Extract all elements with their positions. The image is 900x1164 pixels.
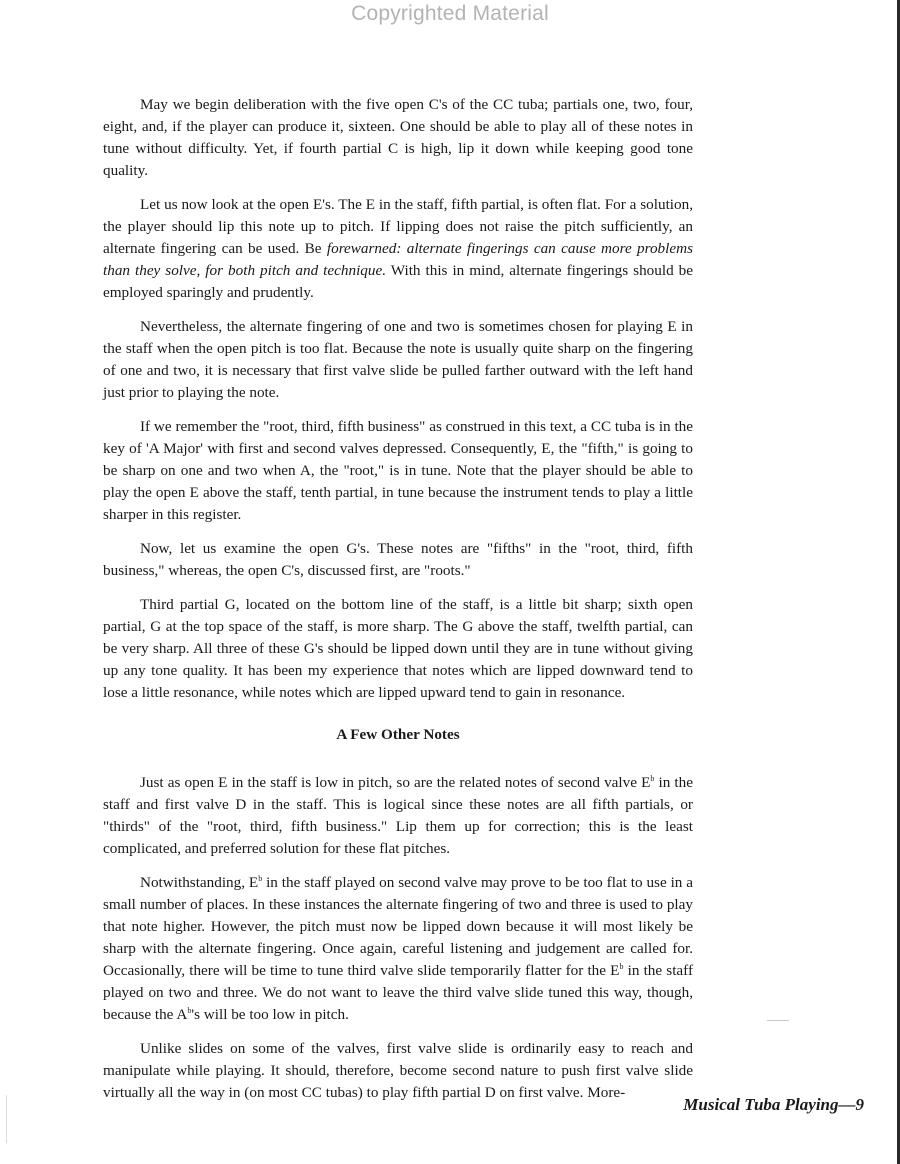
section-heading: A Few Other Notes — [336, 726, 460, 743]
paragraph-7-text-b: in the staff and first valve D in the staff. This is logical since these notes are all fifth partials, or "thirds" of the "root, third, fifth business." Lip them up for correction; this is the least complicated, and preferred solution for these flat pitches. — [103, 774, 693, 857]
paragraph-2-text-a: Let us now look at the open E's. The E in the staff, fifth partial, is often flat. For a solution, the player should lip this note up to pitch. If lipping does not raise the pitch sufficiently, an alternate fingering can be used. Be — [103, 196, 693, 257]
flat-sign: b — [619, 962, 624, 971]
paragraph-2-text-b: With this in mind, alternate fingerings should be employed sparingly and prudently. — [103, 262, 694, 301]
margin-tick — [6, 1095, 7, 1143]
margin-mark — [767, 1020, 789, 1021]
flat-sign: b — [650, 774, 655, 783]
copyright-watermark: Copyrighted Material — [351, 2, 549, 25]
paragraph-9: Unlike slides on some of the valves, first valve slide is ordinarily easy to reach and manipulate while playing. It should, therefore, become second nature to push first valve slide virtually all the way in (on most CC tubas) to play fifth partial D on first valve. More- — [103, 1040, 693, 1101]
paragraph-1: May we begin deliberation with the five open C's of the CC tuba; partials one, two, four, eight, and, if the player can produce it, sixteen. One should be able to play all of these notes in tune without difficulty. Yet, if fourth partial C is high, lip it down while keeping good tone quality. — [103, 96, 693, 179]
paragraph-6: Third partial G, located on the bottom line of the staff, is a little bit sharp; sixth open partial, G at the top space of the staff, is more sharp. The G above the staff, twelfth partial, can be very sharp. All three of these G's should be lipped down until they are in tune without giving up any tone quality. It has been my experience that notes which are lipped downward tend to lose a little resonance, while notes which are lipped upward tend to gain in resonance. — [103, 596, 693, 701]
page-body — [103, 94, 693, 1116]
paragraph-2-emphasis: forewarned: alternate fingerings can cause more problems than they solve, for both pitch and technique. — [103, 240, 693, 279]
paragraph-2 — [103, 194, 693, 304]
page-footer: Musical Tuba Playing—9 — [683, 1095, 864, 1114]
paragraph-8-text-b: in the staff played on second valve may prove to be too flat to use in a small number of places. In these instances the alternate fingering of two and three is used to play that note higher. However, the pitch must now be lipped down because it will most likely be sharp with the alternate fingering. Once again, careful listening and judgement are called for. Occasionally, there will be time to tune third valve slide temporarily flatter for the E — [103, 874, 693, 979]
paragraph-7-text-a: Just as open E in the staff is low in pitch, so are the related notes of second valve E — [140, 774, 651, 791]
flat-sign: b — [258, 874, 263, 883]
paragraph-3: Nevertheless, the alternate fingering of one and two is sometimes chosen for playing E in the staff when the open pitch is too flat. Because the note is usually quite sharp on the fingering of one and two, it is necessary that first valve slide be pulled farther outward with the left hand just prior to playing the note. — [103, 318, 693, 401]
paragraph-8-text-d: 's will be too low in pitch. — [191, 1006, 349, 1023]
flat-sign: b — [187, 1006, 192, 1015]
paragraph-4: If we remember the "root, third, fifth business" as construed in this text, a CC tuba is in the key of 'A Major' with first and second valves depressed. Consequently, E, the "fifth," is going to be sharp on one and two when A, the "root," is in tune. Note that the player should be able to play the open E above the staff, tenth partial, in tune because the instrument tends to play a little sharper in this register. — [103, 418, 693, 523]
paragraph-7 — [103, 772, 693, 860]
paragraph-5: Now, let us examine the open G's. These notes are "fifths" in the "root, third, fifth business," whereas, the open C's, discussed first, are "roots." — [103, 540, 693, 579]
paragraph-8-text-c: in the staff played on two and three. We do not want to leave the third valve slide tuned this way, though, because the A — [103, 962, 693, 1023]
paragraph-8-text-a: Notwithstanding, E — [140, 874, 259, 891]
paragraph-8 — [103, 872, 693, 1026]
